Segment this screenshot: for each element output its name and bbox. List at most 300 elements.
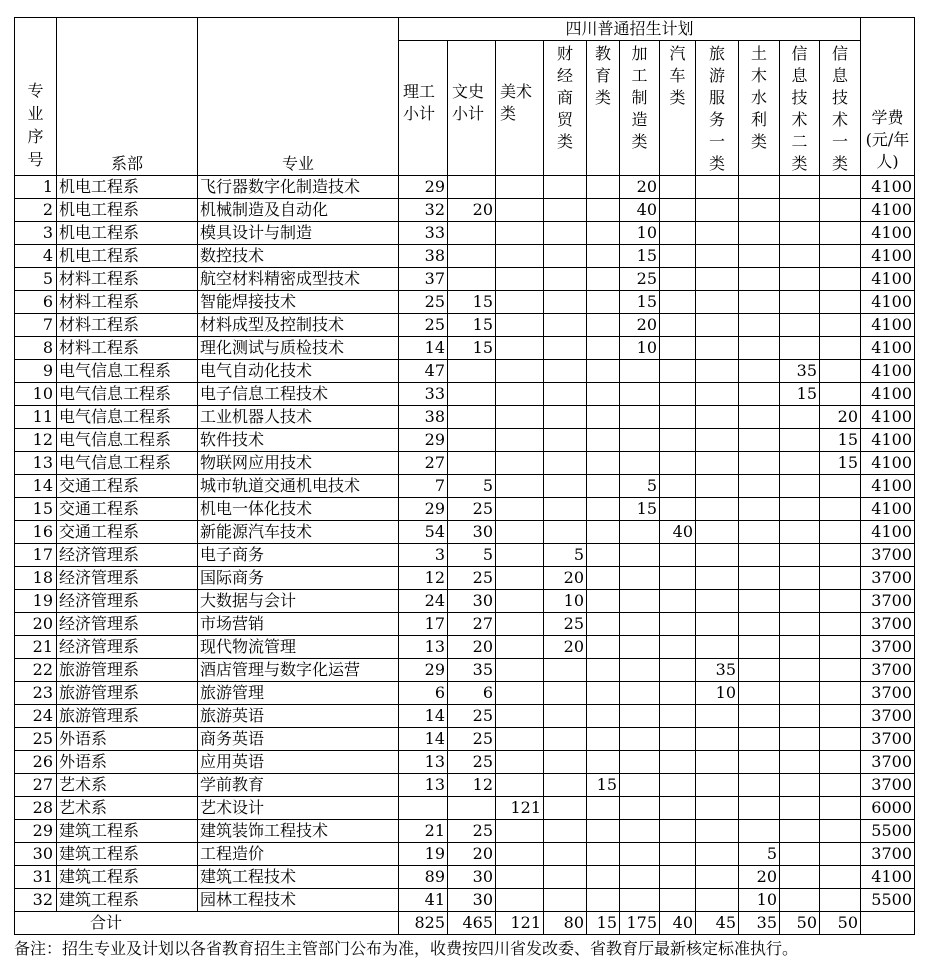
row-number: 27	[15, 774, 57, 797]
row-major: 材料成型及控制技术	[198, 314, 399, 337]
row-value	[780, 452, 820, 475]
row-major: 模具设计与制造	[198, 222, 399, 245]
row-value	[780, 866, 820, 889]
row-value	[620, 544, 660, 567]
row-fee: 4100	[861, 268, 915, 291]
row-value: 5	[448, 544, 496, 567]
table-row	[15, 843, 915, 866]
row-value	[496, 705, 544, 728]
row-value	[620, 452, 660, 475]
row-value: 17	[399, 613, 448, 636]
row-fee: 3700	[861, 567, 915, 590]
row-value	[696, 889, 739, 912]
row-value: 30	[448, 866, 496, 889]
row-value	[587, 705, 620, 728]
table-row	[15, 291, 915, 314]
row-value: 19	[399, 843, 448, 866]
header-fee	[861, 18, 915, 176]
row-value: 40	[620, 199, 660, 222]
row-value	[448, 245, 496, 268]
row-major: 建筑装饰工程技术	[198, 820, 399, 843]
row-value: 12	[448, 774, 496, 797]
row-value	[448, 360, 496, 383]
row-value	[696, 406, 739, 429]
row-value	[660, 797, 696, 820]
row-value: 25	[399, 291, 448, 314]
row-value	[820, 176, 861, 199]
row-value	[780, 659, 820, 682]
row-value: 25	[399, 314, 448, 337]
row-value	[820, 889, 861, 912]
row-value: 30	[448, 889, 496, 912]
row-value	[780, 613, 820, 636]
row-value	[739, 567, 780, 590]
row-fee: 4100	[861, 176, 915, 199]
row-value	[820, 820, 861, 843]
row-value	[620, 705, 660, 728]
row-value	[448, 452, 496, 475]
row-value	[780, 314, 820, 337]
table-row	[15, 429, 915, 452]
row-value	[820, 383, 861, 406]
row-value	[660, 222, 696, 245]
row-value	[739, 360, 780, 383]
row-value	[587, 176, 620, 199]
row-value	[587, 199, 620, 222]
row-fee: 4100	[861, 245, 915, 268]
row-value	[696, 498, 739, 521]
row-number: 20	[15, 613, 57, 636]
row-value	[587, 889, 620, 912]
row-value	[780, 521, 820, 544]
table-row	[15, 866, 915, 889]
row-value	[739, 176, 780, 199]
row-value	[587, 521, 620, 544]
row-major: 艺术设计	[198, 797, 399, 820]
row-value: 5	[448, 475, 496, 498]
row-number: 28	[15, 797, 57, 820]
row-value	[544, 383, 587, 406]
row-value: 20	[544, 636, 587, 659]
row-value	[696, 866, 739, 889]
row-value	[739, 659, 780, 682]
row-value: 15	[620, 291, 660, 314]
row-value	[696, 751, 739, 774]
row-value	[587, 659, 620, 682]
header-col-0: 理工 小计	[399, 41, 448, 176]
row-fee: 3700	[861, 682, 915, 705]
row-value	[739, 199, 780, 222]
row-fee: 3700	[861, 705, 915, 728]
row-dept: 艺术系	[57, 774, 198, 797]
table-row	[15, 889, 915, 912]
row-value	[448, 176, 496, 199]
header-col-6: 汽 车 类	[660, 41, 696, 176]
row-value	[780, 590, 820, 613]
row-value	[660, 360, 696, 383]
row-fee: 4100	[861, 222, 915, 245]
row-value	[544, 222, 587, 245]
row-number: 7	[15, 314, 57, 337]
row-number: 25	[15, 728, 57, 751]
row-value	[780, 222, 820, 245]
row-value	[620, 682, 660, 705]
row-value	[660, 383, 696, 406]
row-value	[820, 245, 861, 268]
table-row	[15, 751, 915, 774]
row-value	[739, 544, 780, 567]
row-value	[587, 383, 620, 406]
header-major: 专业	[198, 18, 399, 176]
row-value	[496, 590, 544, 613]
row-dept: 外语系	[57, 728, 198, 751]
row-value: 27	[399, 452, 448, 475]
row-value	[820, 291, 861, 314]
row-number: 4	[15, 245, 57, 268]
row-value	[820, 498, 861, 521]
row-value	[660, 659, 696, 682]
row-value	[780, 889, 820, 912]
row-value	[820, 360, 861, 383]
row-value	[660, 199, 696, 222]
row-value	[660, 728, 696, 751]
row-value: 20	[739, 866, 780, 889]
row-value	[496, 636, 544, 659]
row-number: 29	[15, 820, 57, 843]
row-value	[739, 429, 780, 452]
row-dept: 机电工程系	[57, 199, 198, 222]
row-value	[780, 176, 820, 199]
row-value	[620, 567, 660, 590]
table-row	[15, 682, 915, 705]
row-value	[780, 820, 820, 843]
row-value	[587, 567, 620, 590]
row-fee: 3700	[861, 613, 915, 636]
row-value	[544, 774, 587, 797]
row-dept: 经济管理系	[57, 590, 198, 613]
row-value	[780, 291, 820, 314]
row-value: 20	[448, 636, 496, 659]
row-value	[660, 268, 696, 291]
row-value: 20	[448, 199, 496, 222]
row-major: 工程造价	[198, 843, 399, 866]
row-value	[587, 245, 620, 268]
row-dept: 材料工程系	[57, 337, 198, 360]
row-value	[739, 452, 780, 475]
row-value	[820, 475, 861, 498]
row-dept: 旅游管理系	[57, 705, 198, 728]
row-major: 物联网应用技术	[198, 452, 399, 475]
row-value: 24	[399, 590, 448, 613]
row-value	[780, 843, 820, 866]
row-value	[587, 751, 620, 774]
row-value	[448, 383, 496, 406]
row-value	[587, 337, 620, 360]
row-value: 25	[448, 705, 496, 728]
row-value	[660, 291, 696, 314]
row-value	[496, 291, 544, 314]
row-major: 建筑工程技术	[198, 866, 399, 889]
row-value: 25	[448, 498, 496, 521]
row-number: 18	[15, 567, 57, 590]
row-dept: 经济管理系	[57, 567, 198, 590]
row-value	[544, 268, 587, 291]
row-value	[696, 728, 739, 751]
row-value: 10	[696, 682, 739, 705]
row-value: 25	[448, 567, 496, 590]
row-value	[696, 268, 739, 291]
row-value	[587, 682, 620, 705]
row-dept: 建筑工程系	[57, 820, 198, 843]
row-value: 15	[820, 429, 861, 452]
row-value	[660, 498, 696, 521]
row-fee: 4100	[861, 291, 915, 314]
row-number: 2	[15, 199, 57, 222]
row-value: 30	[448, 521, 496, 544]
row-value	[587, 728, 620, 751]
row-value	[696, 521, 739, 544]
row-value	[739, 314, 780, 337]
row-value: 35	[696, 659, 739, 682]
header-col-5: 加 工 制 造 类	[620, 41, 660, 176]
row-value: 15	[820, 452, 861, 475]
row-value	[696, 291, 739, 314]
row-value: 20	[620, 314, 660, 337]
row-value: 37	[399, 268, 448, 291]
row-dept: 电气信息工程系	[57, 406, 198, 429]
total-value: 15	[587, 912, 620, 935]
row-fee: 4100	[861, 452, 915, 475]
row-number: 6	[15, 291, 57, 314]
row-value	[780, 475, 820, 498]
row-value: 13	[399, 636, 448, 659]
total-fee	[861, 912, 915, 935]
header-fee-text: 学费 (元/年 人)	[865, 108, 910, 171]
row-value	[820, 521, 861, 544]
row-value: 29	[399, 176, 448, 199]
row-value: 25	[448, 728, 496, 751]
row-value	[696, 705, 739, 728]
row-value	[620, 590, 660, 613]
table-row	[15, 475, 915, 498]
row-value	[780, 199, 820, 222]
row-value	[496, 406, 544, 429]
row-value: 10	[739, 889, 780, 912]
row-value	[496, 429, 544, 452]
row-value	[739, 268, 780, 291]
table-row	[15, 406, 915, 429]
row-value	[587, 797, 620, 820]
row-number: 15	[15, 498, 57, 521]
row-fee: 3700	[861, 728, 915, 751]
row-value	[544, 682, 587, 705]
row-number: 11	[15, 406, 57, 429]
row-value	[620, 843, 660, 866]
row-value	[780, 682, 820, 705]
row-fee: 4100	[861, 360, 915, 383]
row-fee: 3700	[861, 843, 915, 866]
row-fee: 4100	[861, 337, 915, 360]
row-value	[739, 590, 780, 613]
row-number: 5	[15, 268, 57, 291]
row-dept: 经济管理系	[57, 613, 198, 636]
row-value: 6	[399, 682, 448, 705]
row-value	[780, 337, 820, 360]
row-value: 40	[660, 521, 696, 544]
row-fee: 4100	[861, 429, 915, 452]
row-value	[820, 659, 861, 682]
row-value	[544, 751, 587, 774]
row-value: 89	[399, 866, 448, 889]
row-dept: 电气信息工程系	[57, 360, 198, 383]
row-value	[660, 429, 696, 452]
row-value	[620, 889, 660, 912]
enrollment-plan-table	[14, 17, 915, 935]
total-value: 50	[820, 912, 861, 935]
row-number: 8	[15, 337, 57, 360]
row-value	[399, 797, 448, 820]
row-value: 15	[620, 498, 660, 521]
row-value: 14	[399, 705, 448, 728]
row-value	[660, 176, 696, 199]
total-value: 40	[660, 912, 696, 935]
row-major: 现代物流管理	[198, 636, 399, 659]
table-row	[15, 199, 915, 222]
row-value: 25	[544, 613, 587, 636]
row-major: 应用英语	[198, 751, 399, 774]
row-value	[544, 360, 587, 383]
row-value	[587, 544, 620, 567]
row-value	[496, 337, 544, 360]
row-value: 15	[448, 337, 496, 360]
row-value	[820, 751, 861, 774]
row-value: 38	[399, 245, 448, 268]
row-value	[780, 406, 820, 429]
row-value	[544, 728, 587, 751]
row-dept: 交通工程系	[57, 475, 198, 498]
row-value: 41	[399, 889, 448, 912]
row-value: 33	[399, 222, 448, 245]
row-number: 1	[15, 176, 57, 199]
total-value: 121	[496, 912, 544, 935]
row-value	[496, 176, 544, 199]
table-row	[15, 544, 915, 567]
row-value	[820, 843, 861, 866]
row-value	[660, 843, 696, 866]
row-value	[660, 337, 696, 360]
row-value	[544, 429, 587, 452]
row-value	[739, 406, 780, 429]
row-dept: 旅游管理系	[57, 682, 198, 705]
row-number: 22	[15, 659, 57, 682]
row-value	[496, 659, 544, 682]
row-number: 14	[15, 475, 57, 498]
table-row	[15, 567, 915, 590]
row-value	[696, 176, 739, 199]
row-value	[739, 797, 780, 820]
row-value	[780, 498, 820, 521]
row-value	[448, 268, 496, 291]
row-value: 29	[399, 498, 448, 521]
row-dept: 电气信息工程系	[57, 452, 198, 475]
row-major: 软件技术	[198, 429, 399, 452]
row-number: 31	[15, 866, 57, 889]
row-value	[544, 199, 587, 222]
row-value	[820, 337, 861, 360]
row-fee: 4100	[861, 866, 915, 889]
row-number: 12	[15, 429, 57, 452]
row-value	[696, 843, 739, 866]
row-value	[496, 245, 544, 268]
row-value	[780, 774, 820, 797]
header-col-7: 旅 游 服 务 一 类	[696, 41, 739, 176]
row-dept: 外语系	[57, 751, 198, 774]
row-value: 38	[399, 406, 448, 429]
row-value	[820, 636, 861, 659]
row-value	[780, 728, 820, 751]
row-value	[739, 337, 780, 360]
table-row	[15, 613, 915, 636]
row-value	[696, 567, 739, 590]
row-value	[448, 406, 496, 429]
row-number: 30	[15, 843, 57, 866]
row-value	[620, 866, 660, 889]
row-value	[660, 544, 696, 567]
row-value	[496, 222, 544, 245]
table-row	[15, 521, 915, 544]
row-value: 54	[399, 521, 448, 544]
table-row	[15, 820, 915, 843]
table-row	[15, 659, 915, 682]
row-number: 3	[15, 222, 57, 245]
row-value: 25	[620, 268, 660, 291]
row-dept: 材料工程系	[57, 268, 198, 291]
row-number: 19	[15, 590, 57, 613]
row-value	[496, 521, 544, 544]
row-value: 20	[544, 567, 587, 590]
row-value	[780, 245, 820, 268]
row-value	[660, 774, 696, 797]
row-value	[620, 751, 660, 774]
row-fee: 3700	[861, 774, 915, 797]
row-value	[544, 889, 587, 912]
row-value	[496, 314, 544, 337]
row-value	[660, 452, 696, 475]
row-major: 城市轨道交通机电技术	[198, 475, 399, 498]
row-value: 21	[399, 820, 448, 843]
row-value	[587, 314, 620, 337]
row-value	[660, 567, 696, 590]
row-dept: 建筑工程系	[57, 889, 198, 912]
row-fee: 4100	[861, 383, 915, 406]
total-value: 35	[739, 912, 780, 935]
row-dept: 材料工程系	[57, 314, 198, 337]
row-value	[820, 728, 861, 751]
row-value	[587, 820, 620, 843]
row-number: 32	[15, 889, 57, 912]
row-value	[496, 452, 544, 475]
row-value: 13	[399, 751, 448, 774]
row-dept: 交通工程系	[57, 498, 198, 521]
row-value	[696, 314, 739, 337]
row-value	[544, 452, 587, 475]
row-value	[496, 383, 544, 406]
row-fee: 5500	[861, 820, 915, 843]
row-value	[660, 636, 696, 659]
row-fee: 4100	[861, 521, 915, 544]
row-value: 14	[399, 728, 448, 751]
row-major: 新能源汽车技术	[198, 521, 399, 544]
